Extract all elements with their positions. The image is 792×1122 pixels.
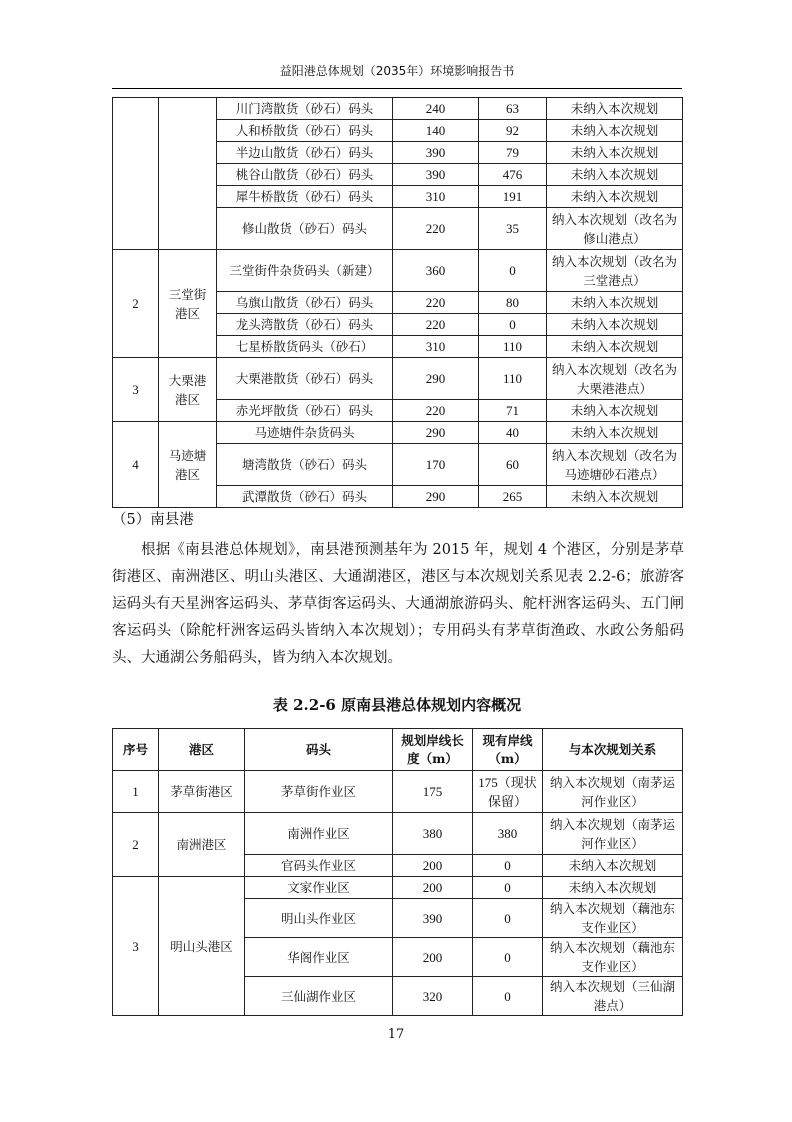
dock-cell: 赤光坪散货（砂石）码头 (217, 400, 393, 422)
zone-cell: 大栗港港区 (159, 358, 217, 422)
planned-length-cell: 220 (393, 314, 479, 336)
dock-cell: 马迹塘件杂货码头 (217, 422, 393, 444)
dock-cell: 塘湾散货（砂石）码头 (217, 444, 393, 486)
dock-cell: 修山散货（砂石）码头 (217, 208, 393, 250)
existing-length-cell: 380 (473, 813, 543, 855)
relation-cell: 纳入本次规划（藕池东支作业区） (543, 899, 683, 938)
planned-length-cell: 310 (393, 336, 479, 358)
relation-cell: 纳入本次规划（改名为修山港点） (547, 208, 683, 250)
planned-length-cell: 200 (393, 855, 473, 877)
table-row (113, 422, 683, 444)
port-plan-table-continued (112, 97, 683, 508)
relation-cell: 未纳入本次规划 (547, 292, 683, 314)
col-header-seq: 序号 (113, 729, 159, 771)
header-rule (112, 88, 682, 89)
table-row (113, 358, 683, 400)
existing-length-cell: 0 (473, 938, 543, 977)
planned-length-cell: 380 (393, 813, 473, 855)
existing-length-cell: 0 (473, 899, 543, 938)
seq-cell: 1 (113, 771, 159, 813)
dock-cell: 半边山散货（砂石）码头 (217, 142, 393, 164)
planned-length-cell: 390 (393, 164, 479, 186)
existing-length-cell: 175（现状保留） (473, 771, 543, 813)
relation-cell: 未纳入本次规划 (547, 164, 683, 186)
table-row (113, 250, 683, 292)
relation-cell: 未纳入本次规划 (547, 422, 683, 444)
relation-cell: 纳入本次规划（改名为三堂港点） (547, 250, 683, 292)
existing-length-cell: 60 (479, 444, 547, 486)
table-header-row (113, 729, 683, 771)
planned-length-cell: 390 (393, 899, 473, 938)
existing-length-cell: 265 (479, 486, 547, 508)
relation-cell: 未纳入本次规划 (547, 98, 683, 120)
dock-cell: 三仙湖作业区 (245, 977, 393, 1016)
zone-cell: 明山头港区 (159, 877, 245, 1016)
existing-length-cell: 92 (479, 120, 547, 142)
existing-length-cell: 79 (479, 142, 547, 164)
dock-cell: 龙头湾散货（砂石）码头 (217, 314, 393, 336)
dock-cell: 犀牛桥散货（砂石）码头 (217, 186, 393, 208)
existing-length-cell: 0 (479, 314, 547, 336)
table-caption: 表 2.2-6 原南县港总体规划内容概况 (272, 696, 522, 714)
planned-length-cell: 200 (393, 938, 473, 977)
dock-cell: 南洲作业区 (245, 813, 393, 855)
planned-length-cell: 170 (393, 444, 479, 486)
dock-cell: 文家作业区 (245, 877, 393, 899)
dock-cell: 乌旗山散货（砂石）码头 (217, 292, 393, 314)
relation-cell: 纳入本次规划（三仙湖港点） (543, 977, 683, 1016)
relation-cell: 未纳入本次规划 (547, 314, 683, 336)
planned-length-cell: 360 (393, 250, 479, 292)
dock-cell: 人和桥散货（砂石）码头 (217, 120, 393, 142)
relation-cell: 未纳入本次规划 (547, 400, 683, 422)
existing-length-cell: 0 (473, 855, 543, 877)
planned-length-cell: 290 (393, 422, 479, 444)
relation-cell: 纳入本次规划（改名为大栗港港点） (547, 358, 683, 400)
planned-length-cell: 310 (393, 186, 479, 208)
table-row (113, 98, 683, 120)
existing-length-cell: 63 (479, 98, 547, 120)
body-paragraph (112, 537, 684, 672)
existing-length-cell: 0 (473, 977, 543, 1016)
existing-length-cell: 0 (479, 250, 547, 292)
planned-length-cell: 240 (393, 98, 479, 120)
seq-cell: 2 (113, 250, 159, 358)
existing-length-cell: 476 (479, 164, 547, 186)
planned-length-cell: 390 (393, 142, 479, 164)
page-number: 17 (387, 1027, 405, 1042)
section-heading: （5）南县港 (112, 512, 194, 528)
zone-cell: 茅草街港区 (159, 771, 245, 813)
zone-cell: 马迹塘港区 (159, 422, 217, 508)
relation-cell: 未纳入本次规划 (547, 120, 683, 142)
existing-length-cell: 80 (479, 292, 547, 314)
existing-length-cell: 110 (479, 358, 547, 400)
col-header-relation: 与本次规划关系 (543, 729, 683, 771)
planned-length-cell: 320 (393, 977, 473, 1016)
zone-cell: 南洲港区 (159, 813, 245, 877)
running-header: 益阳港总体规划（2035年）环境影响报告书 (279, 64, 515, 78)
dock-cell: 七星桥散货码头（砂石） (217, 336, 393, 358)
existing-length-cell: 35 (479, 208, 547, 250)
planned-length-cell: 220 (393, 292, 479, 314)
planned-length-cell: 290 (393, 358, 479, 400)
zone-cell (159, 98, 217, 250)
relation-cell: 未纳入本次规划 (543, 877, 683, 899)
relation-cell: 未纳入本次规划 (543, 855, 683, 877)
seq-cell: 2 (113, 813, 159, 877)
nanxian-port-plan-table (112, 728, 683, 1016)
col-header-dock: 码头 (245, 729, 393, 771)
dock-cell: 明山头作业区 (245, 899, 393, 938)
existing-length-cell: 71 (479, 400, 547, 422)
dock-cell: 三堂街件杂货码头（新建） (217, 250, 393, 292)
table-row (113, 771, 683, 813)
col-header-existing: 现有岸线（m） (473, 729, 543, 771)
relation-cell: 未纳入本次规划 (547, 486, 683, 508)
planned-length-cell: 200 (393, 877, 473, 899)
dock-cell: 武潭散货（砂石）码头 (217, 486, 393, 508)
zone-cell: 三堂街港区 (159, 250, 217, 358)
table-row (113, 877, 683, 899)
col-header-planned: 规划岸线长度（m） (393, 729, 473, 771)
dock-cell: 官码头作业区 (245, 855, 393, 877)
dock-cell: 大栗港散货（砂石）码头 (217, 358, 393, 400)
existing-length-cell: 0 (473, 877, 543, 899)
planned-length-cell: 140 (393, 120, 479, 142)
table-row (113, 813, 683, 855)
dock-cell: 茅草街作业区 (245, 771, 393, 813)
relation-cell: 未纳入本次规划 (547, 142, 683, 164)
existing-length-cell: 40 (479, 422, 547, 444)
dock-cell: 桃谷山散货（砂石）码头 (217, 164, 393, 186)
paragraph-text: 根据《南县港总体规划》，南县港预测基年为 2015 年，规划 4 个港区，分别是茅草街港区、南洲港区、明山头港区、大通湖港区，港区与本次规划关系见表 2.2-6；旅游客运码头有天星洲客运码头、茅草街客运码头、大通湖旅游码头、舵杆洲客运码头、五门闸客运码头（除舵杆洲客运码头皆纳入本次规划）；专用码头有茅草街渔政、水政公务船码头、大通湖公务船码头，皆为纳入本次规划。 (112, 542, 684, 666)
relation-cell: 纳入本次规划（藕池东支作业区） (543, 938, 683, 977)
planned-length-cell: 220 (393, 208, 479, 250)
col-header-zone: 港区 (159, 729, 245, 771)
existing-length-cell: 110 (479, 336, 547, 358)
planned-length-cell: 175 (393, 771, 473, 813)
dock-cell: 华阁作业区 (245, 938, 393, 977)
relation-cell: 未纳入本次规划 (547, 336, 683, 358)
relation-cell: 纳入本次规划（南茅运河作业区） (543, 813, 683, 855)
seq-cell (113, 98, 159, 250)
seq-cell: 4 (113, 422, 159, 508)
existing-length-cell: 191 (479, 186, 547, 208)
seq-cell: 3 (113, 358, 159, 422)
relation-cell: 未纳入本次规划 (547, 186, 683, 208)
planned-length-cell: 290 (393, 486, 479, 508)
seq-cell: 3 (113, 877, 159, 1016)
relation-cell: 纳入本次规划（改名为马迹塘砂石港点） (547, 444, 683, 486)
planned-length-cell: 220 (393, 400, 479, 422)
relation-cell: 纳入本次规划（南茅运河作业区） (543, 771, 683, 813)
dock-cell: 川门湾散货（砂石）码头 (217, 98, 393, 120)
